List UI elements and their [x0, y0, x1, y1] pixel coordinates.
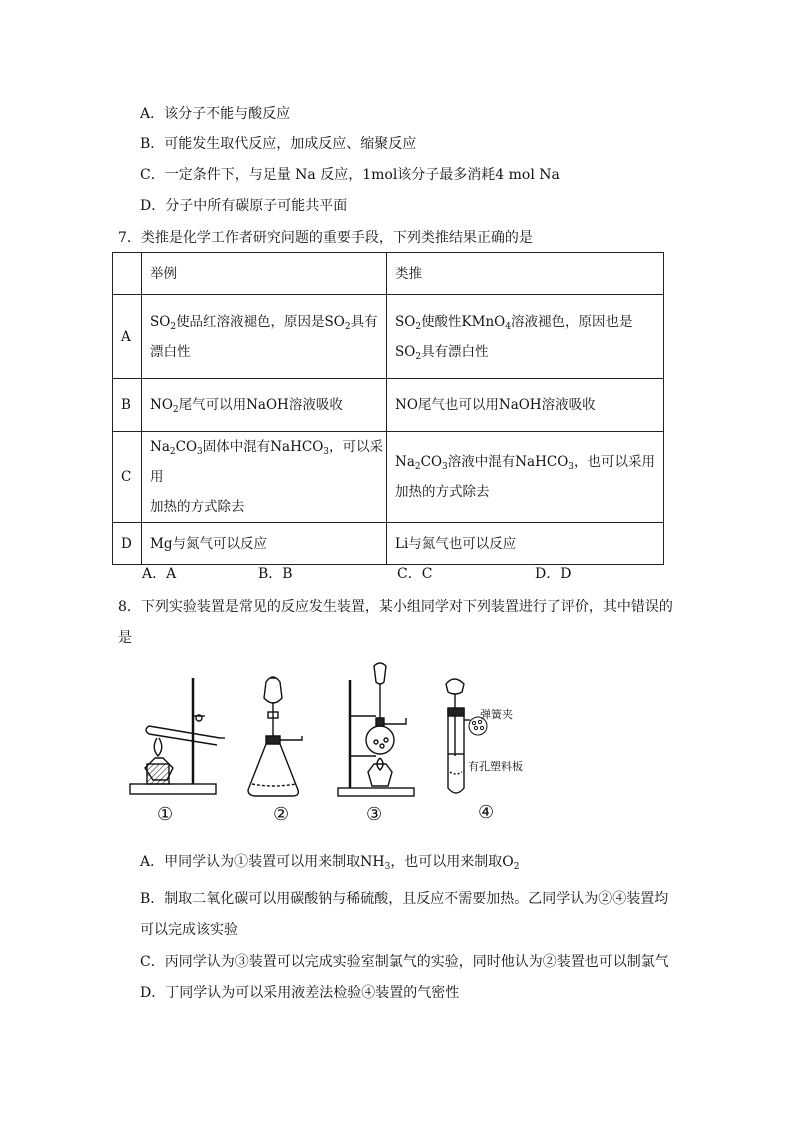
table-header-example: 举例 [142, 253, 387, 295]
q8-stem-line2: 是 [118, 630, 132, 646]
q6-option-b: B．可能发生取代反应，加成反应、缩聚反应 [140, 136, 417, 152]
apparatus-4-label: ④ [478, 802, 495, 823]
apparatus-4-diagram [442, 676, 472, 800]
row-a-analogy: $SO_2$使酸性KMnO$_4$溶液褪色，原因也是 $SO_2$具有漂白性 [387, 295, 664, 379]
q6-option-c: C．一定条件下，与足量 Na 反应，1mol该分子最多消耗4 mol Na [140, 167, 560, 183]
q7-choice-d: D．D [535, 566, 572, 582]
apparatus-3-label: ③ [366, 804, 383, 825]
q7-choice-a: A．A [142, 566, 177, 582]
q8-option-b-line1: B．制取二氧化碳可以用碳酸钠与稀硫酸，且反应不需要加热。乙同学认为②④装置均 [140, 891, 669, 907]
row-label: B [113, 379, 142, 432]
row-label: C [113, 432, 142, 523]
porous-plate-label: 有孔塑料板 [468, 760, 523, 773]
table-row-b [113, 379, 664, 432]
q8-option-b-line2: 可以完成该实验 [140, 922, 238, 938]
table-row-a [113, 295, 664, 379]
q6-option-d: D．分子中所有碳原子可能共平面 [140, 198, 348, 214]
apparatus-2-label: ② [273, 804, 290, 825]
row-b-example: $NO_2$尾气可以用NaOH溶液吸收 [142, 379, 387, 432]
q7-choice-b: B．B [258, 566, 293, 582]
table-header-blank [113, 253, 142, 295]
table-row-c [113, 432, 664, 523]
q8-option-c: C．丙同学认为③装置可以完成实验室制氯气的实验，同时他认为②装置也可以制氯气 [140, 954, 669, 970]
apparatus-2-diagram [242, 672, 312, 800]
row-d-analogy: Li与氮气也可以反应 [387, 523, 664, 565]
q7-choice-c: C．C [397, 566, 433, 582]
row-d-example: Mg与氮气可以反应 [142, 523, 387, 565]
table-header-row [113, 253, 664, 295]
apparatus-1-diagram [125, 668, 225, 798]
table-header-analogy: 类推 [387, 253, 664, 295]
q8-option-d: D．丁同学认为可以采用液差法检验④装置的气密性 [140, 985, 460, 1001]
row-c-analogy: $Na_2CO_3$溶液中混有NaHCO$_3$，也可以采用 加热的方式除去 [387, 432, 664, 523]
row-a-example: $SO_2$使品红溶液褪色，原因是$SO_2$具有 漂白性 [142, 295, 387, 379]
row-c-example: $Na_2CO_3$固体中混有NaHCO$_3$，可以采用 加热的方式除去 [142, 432, 387, 523]
q7-stem: 7．类推是化学工作者研究问题的重要手段，下列类推结果正确的是 [118, 230, 533, 246]
spring-clip-label: 弹簧夹 [480, 708, 513, 721]
row-label: A [113, 295, 142, 379]
apparatus-1-label: ① [157, 804, 174, 825]
apparatus-3-diagram [336, 660, 416, 800]
q7-table [112, 252, 664, 565]
q6-option-a: A．该分子不能与酸反应 [140, 106, 291, 122]
q8-option-a: A．甲同学认为①装置可以用来制取$NH_3$，也可以用来制取$O_2$ [140, 854, 520, 872]
table-row-d [113, 523, 664, 565]
row-b-analogy: NO尾气也可以用NaOH溶液吸收 [387, 379, 664, 432]
row-label: D [113, 523, 142, 565]
q8-stem-line1: 8．下列实验装置是常见的反应发生装置，某小组同学对下列装置进行了评价，其中错误的 [118, 599, 673, 615]
